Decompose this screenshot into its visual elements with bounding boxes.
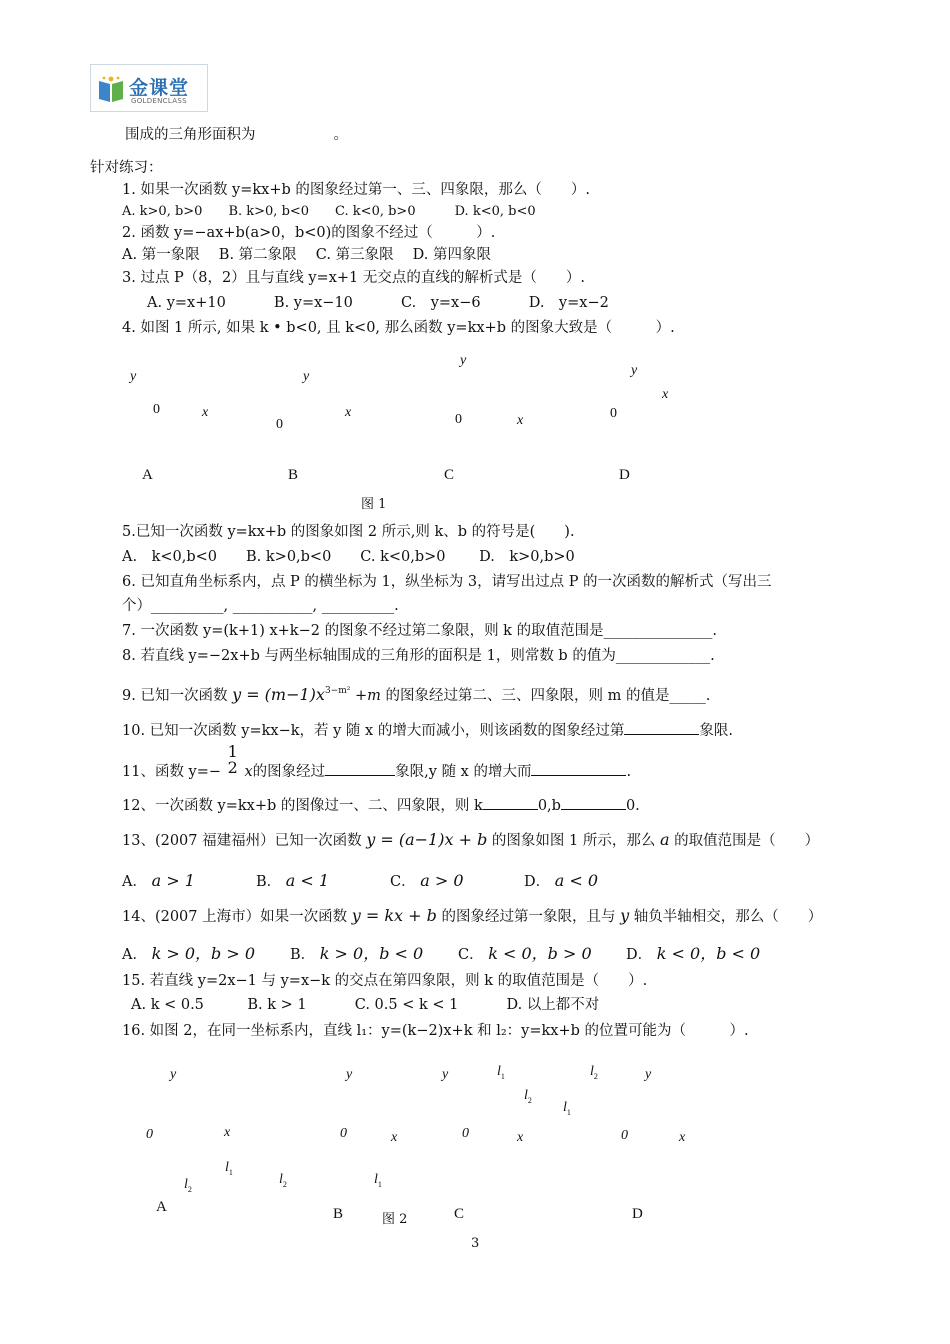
q2-stem: 2. 函数 y=−ax+b(a>0，b<0)的图象不经过（ ）. [122,225,496,241]
fig2-c-l2: $l_2$ [524,1088,532,1105]
fig2-a-origin: 0 [146,1127,153,1142]
fig2-a-y-label: y [170,1067,177,1082]
fig1-c-origin: 0 [455,412,462,427]
q11: 11、函数 y=− 1 2 x的图象经过 象限,y 随 x 的增大而 . [122,742,632,780]
fig2-c-x-label: x [517,1130,524,1145]
fig2-option-a: A [156,1199,167,1215]
fig2-a-x-label: x [224,1125,231,1140]
q12: 12、一次函数 y=kx+b 的图像过一、二、四象限，则 k 0,b 0. [122,795,640,816]
q14-option-b: B． k > 0，b < 0 [290,944,424,963]
q9-formula: y = (m−1)x [232,685,325,704]
q5-options: A. k<0,b<0 B. k>0,b<0 C. k<0,b>0 D. k>0,b>0 [122,549,575,565]
q10: 10. 已知一次函数 y=kx−k，若 y 随 x 的增大而减小，则该函数的图象经过第 象限. [122,720,733,741]
fig1-b-origin: 0 [276,417,283,432]
q6-cont: 个）__________, ___________, __________. [122,598,399,614]
fig1-b-x-label: x [345,405,352,420]
q9-exponent: 3−m² [324,686,351,696]
fig2-d-y-label: y [645,1067,652,1082]
q15-stem: 15. 若直线 y=2x−1 与 y=x−k 的交点在第四象限，则 k 的取值范围是（ ）. [122,973,648,989]
q1-stem: 1. 如果一次函数 y=kx+b 的图象经过第一、三、四象限，那么（ ）. [122,182,591,198]
q9: 9. 已知一次函数 $y = (m-1)x^{3-m^2} +m$ 的图象经过第二、三、四象限，则 m 的值是_____. [122,685,711,704]
fig2-b-l1: $l_1$ [374,1172,382,1189]
q2-options: A. 第一象限 B. 第二象限 C. 第三象限 D. 第四象限 [122,247,492,263]
q13-option-a: A． a > 1 [122,871,195,890]
fig2-a-l1: $l_1$ [225,1160,233,1177]
logo [90,64,208,112]
fig1-c-y-label: y [460,353,467,368]
fig2-d-l2: $l_2$ [590,1064,598,1081]
fig1-option-a: A [142,467,153,483]
q5-stem: 5.已知一次函数 y=kx+b 的图象如图 2 所示,则 k、b 的符号是( ). [122,524,575,540]
page-number: 3 [471,1236,480,1251]
q1-options: A. k>0, b>0 B. k>0, b<0 C. k<0, b>0 D. k<0, b<0 [122,204,536,219]
book-logo-icon [97,75,125,103]
fig2-b-x-label: x [391,1130,398,1145]
q3-stem: 3. 过点 P（8，2）且与直线 y=x+1 无交点的直线的解析式是（ ）. [122,270,585,286]
q14-option-a: A． k > 0，b > 0 [122,944,256,963]
fig2-option-c: C [454,1206,465,1222]
fig1-d-y-label: y [631,363,638,378]
q8: 8. 若直线 y=−2x+b 与两坐标轴围成的三角形的面积是 1，则常数 b 的值为_____________. [122,648,715,664]
q6-stem: 6. 已知直角坐标系内，点 P 的横坐标为 1，纵坐标为 3，请写出过点 P 的一次函数的解析式（写出三 [122,574,772,590]
q14-stem: 14、(2007 上海市）如果一次函数 y = kx + b 的图象经过第一象限，且与 y 轴负半轴相交，那么（ ） [122,906,823,925]
q15-options: A. k < 0.5 B. k > 1 C. 0.5 < k < 1 D. 以上都不对 [131,997,600,1013]
q4-stem: 4. 如图 1 所示, 如果 k • b<0, 且 k<0, 那么函数 y=kx+b 的图象大致是（ ）. [122,320,675,336]
q13-option-b: B． a < 1 [256,871,330,890]
fig2-option-b: B [333,1206,344,1222]
fig1-option-c: C [444,467,455,483]
fig1-caption: 图 1 [361,497,387,512]
fig1-d-origin: 0 [610,406,617,421]
fig2-caption: 图 2 [382,1212,408,1227]
fig1-option-b: B [288,467,299,483]
intro-line: 围成的三角形面积为 。 [125,127,348,143]
fig1-a-x-label: x [202,405,209,420]
fig2-d-x-label: x [679,1130,686,1145]
q13-option-c: C． a > 0 [390,871,464,890]
section-title: 针对练习： [90,160,163,176]
q13-stem: 13、(2007 福建福州）已知一次函数 y = (a−1)x + b 的图象如图 1 所示，那么 a 的取值范围是（ ） [122,830,820,849]
q7: 7. 一次函数 y=(k+1) x+k−2 的图象不经过第二象限，则 k 的取值范围是_______________. [122,623,717,639]
fig2-c-y-label: y [442,1067,449,1082]
fig1-b-y-label: y [303,369,310,384]
fig1-c-x-label: x [517,413,524,428]
fig1-d-x-label: x [662,387,669,402]
q14-option-d: D． k < 0，b < 0 [626,944,761,963]
fig2-b-l2: $l_2$ [279,1172,287,1189]
fig2-c-origin: 0 [462,1126,469,1141]
q13-option-d: D． a < 0 [524,871,599,890]
fig2-b-y-label: y [346,1067,353,1082]
fig2-b-origin: 0 [340,1126,347,1141]
q3-options: A. y=x+10 B. y=x−10 C. y=x−6 D. y=x−2 [147,295,609,311]
fig1-a-y-label: y [130,369,137,384]
fig1-option-d: D [619,467,630,483]
fig2-d-origin: 0 [621,1128,628,1143]
fig1-a-origin: 0 [153,402,160,417]
logo-chinese-text: 金课堂 [129,77,190,99]
fig2-option-d: D [632,1206,643,1222]
fig2-a-l2: $l_2$ [184,1177,192,1194]
fig2-c-l1: $l_1$ [497,1064,505,1081]
q11-fraction: 1 2 [227,742,238,777]
logo-english-text: GOLDENCLASS [131,97,187,105]
q16-stem: 16. 如图 2，在同一坐标系内，直线 l₁：y=(k−2)x+k 和 l₂：y=kx+b 的位置可能为（ ）. [122,1023,749,1039]
fig2-d-l1: $l_1$ [563,1100,571,1117]
q14-option-c: C． k < 0，b > 0 [458,944,592,963]
